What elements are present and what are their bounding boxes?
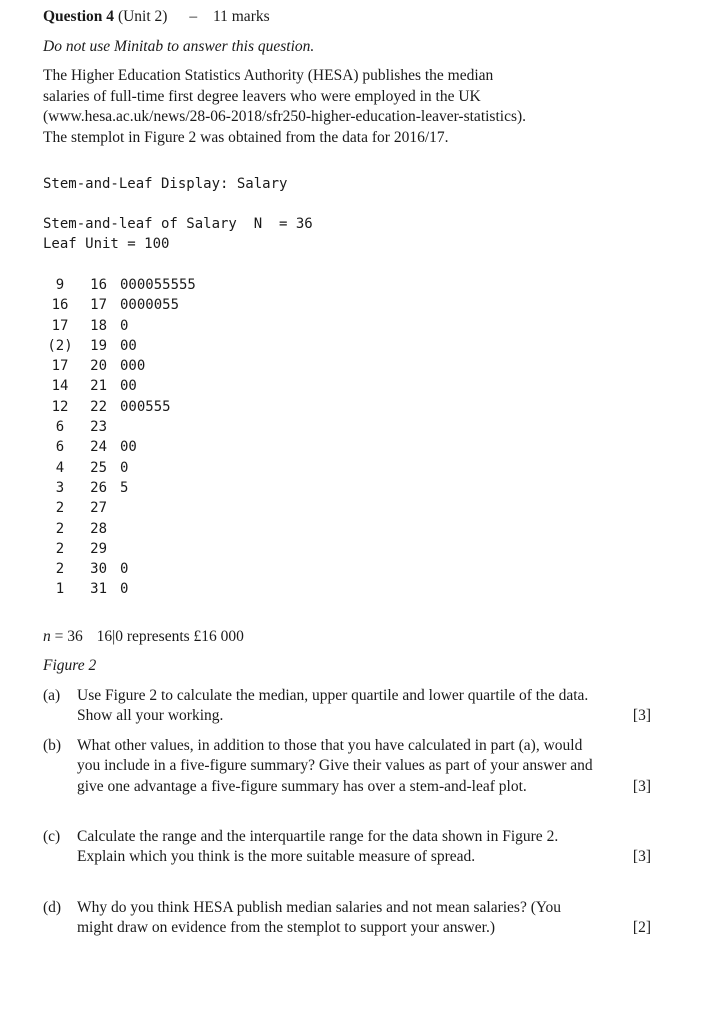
part-marks: [3] xyxy=(632,777,651,795)
stemplot-leaves: 5 xyxy=(120,479,129,496)
stemplot-stem: 29 xyxy=(90,540,107,557)
question-number: Question 4 xyxy=(43,8,115,25)
stemplot-count: 6 xyxy=(55,419,65,436)
stemplot-stem: 24 xyxy=(90,439,107,456)
question-part-b xyxy=(43,736,653,797)
stemplot-leaves: 0 xyxy=(120,317,129,334)
part-label: (b) xyxy=(43,737,62,754)
question-marks: 11 marks xyxy=(212,8,270,25)
n-symbol: n xyxy=(43,628,51,645)
stemplot-stem: 17 xyxy=(90,297,107,314)
intro-line: The Higher Education Statistics Authority (HESA) publishes the median xyxy=(43,67,494,84)
instruction: Do not use Minitab to answer this question. xyxy=(43,38,315,55)
part-text: Use Figure 2 to calculate the median, upper quartile and lower quartile of the data. Show all your working. xyxy=(77,687,589,725)
stemplot-leaves: 000555 xyxy=(120,398,171,415)
part-marks: [2] xyxy=(632,919,651,937)
stemplot-count: 12 xyxy=(51,398,69,415)
stemplot-stem: 25 xyxy=(90,459,107,476)
n-value: = 36 xyxy=(50,628,83,645)
stemplot-leaves: 0 xyxy=(120,561,129,578)
question-unit: (Unit 2) xyxy=(117,8,168,25)
question-part-c xyxy=(43,827,653,868)
intro-paragraph xyxy=(43,66,643,148)
part-marks: [3] xyxy=(632,848,651,866)
stemplot-count: 14 xyxy=(51,378,69,395)
stemplot-count: 17 xyxy=(51,317,69,334)
display-header: Stem-and-leaf of Salary N = 36 xyxy=(43,216,313,232)
stemplot-key: 16|0 represents £16 000 xyxy=(96,628,244,645)
stemplot-leaves: 000055555 xyxy=(120,277,196,293)
part-marks: [3] xyxy=(632,707,651,725)
stemplot-count: 2 xyxy=(55,540,65,557)
stemplot-count: 2 xyxy=(55,500,65,517)
stemplot-leaves: 00 xyxy=(120,439,137,456)
question-part-d xyxy=(43,898,653,939)
stemplot-count: 6 xyxy=(55,439,65,456)
question-part-a xyxy=(43,686,653,727)
stemplot-stem: 27 xyxy=(90,500,107,517)
stemplot-count: 1 xyxy=(55,581,65,598)
stemplot-count: 17 xyxy=(51,358,69,375)
stemplot-stem: 22 xyxy=(90,398,107,415)
stemplot-stem: 23 xyxy=(90,419,107,436)
part-label: (c) xyxy=(43,828,61,845)
stemplot-count: (2) xyxy=(47,337,73,354)
stemplot-leaves: 0 xyxy=(120,459,129,476)
part-label: (d) xyxy=(43,899,62,916)
stemplot-stem: 19 xyxy=(90,337,107,354)
stemplot-count: 4 xyxy=(55,459,65,476)
stemplot-count: 16 xyxy=(51,297,69,314)
stemplot-stem: 28 xyxy=(90,520,107,537)
n-line xyxy=(43,628,244,646)
part-text: What other values, in addition to those that you have calculated in part (a), would you include in a five-figure summary? Give their values as part of your answer and give one advantage a five-figure summary has over a stem-and-leaf plot. xyxy=(77,737,593,795)
stemplot-leaves: 0 xyxy=(120,581,129,598)
stemplot-leaves: 000 xyxy=(120,358,146,375)
part-text: Why do you think HESA publish median salaries and not mean salaries? (You might draw on evidence from the stemplot to support your answer.) xyxy=(77,899,562,937)
stemplot-stem: 16 xyxy=(90,277,107,293)
stemplot-leaves: 0000055 xyxy=(120,297,180,314)
display-title: Stem-and-Leaf Display: Salary xyxy=(43,176,288,192)
stemplot-stem: 31 xyxy=(90,581,107,598)
stemplot-count: 2 xyxy=(55,520,65,537)
intro-line: The stemplot in Figure 2 was obtained from the data for 2016/17. xyxy=(43,128,449,146)
stemplot-stem: 21 xyxy=(90,378,107,395)
intro-line: salaries of full-time first degree leavers who were employed in the UK xyxy=(43,87,481,105)
stemplot-count: 2 xyxy=(55,561,65,578)
stemplot-count: 3 xyxy=(55,479,65,496)
stemplot-stem: 30 xyxy=(90,561,107,578)
question-header xyxy=(43,8,270,26)
stemplot-leaves: 00 xyxy=(120,337,137,354)
leaf-unit: Leaf Unit = 100 xyxy=(43,236,170,252)
stemplot-stem: 26 xyxy=(90,479,107,496)
part-text: Calculate the range and the interquartile range for the data shown in Figure 2. Explain which you think is the more suitable measure of spread. xyxy=(77,828,559,866)
stemplot-count: 9 xyxy=(55,277,65,293)
stemplot-stem: 18 xyxy=(90,317,107,334)
header-dash: – xyxy=(189,8,198,25)
part-label: (a) xyxy=(43,687,61,704)
intro-line: (www.hesa.ac.uk/news/28-06-2018/sfr250-higher-education-leaver-statistics). xyxy=(43,108,527,125)
stemplot-stem: 20 xyxy=(90,358,107,375)
stemplot-leaves: 00 xyxy=(120,378,137,395)
figure-caption: Figure 2 xyxy=(43,657,97,674)
